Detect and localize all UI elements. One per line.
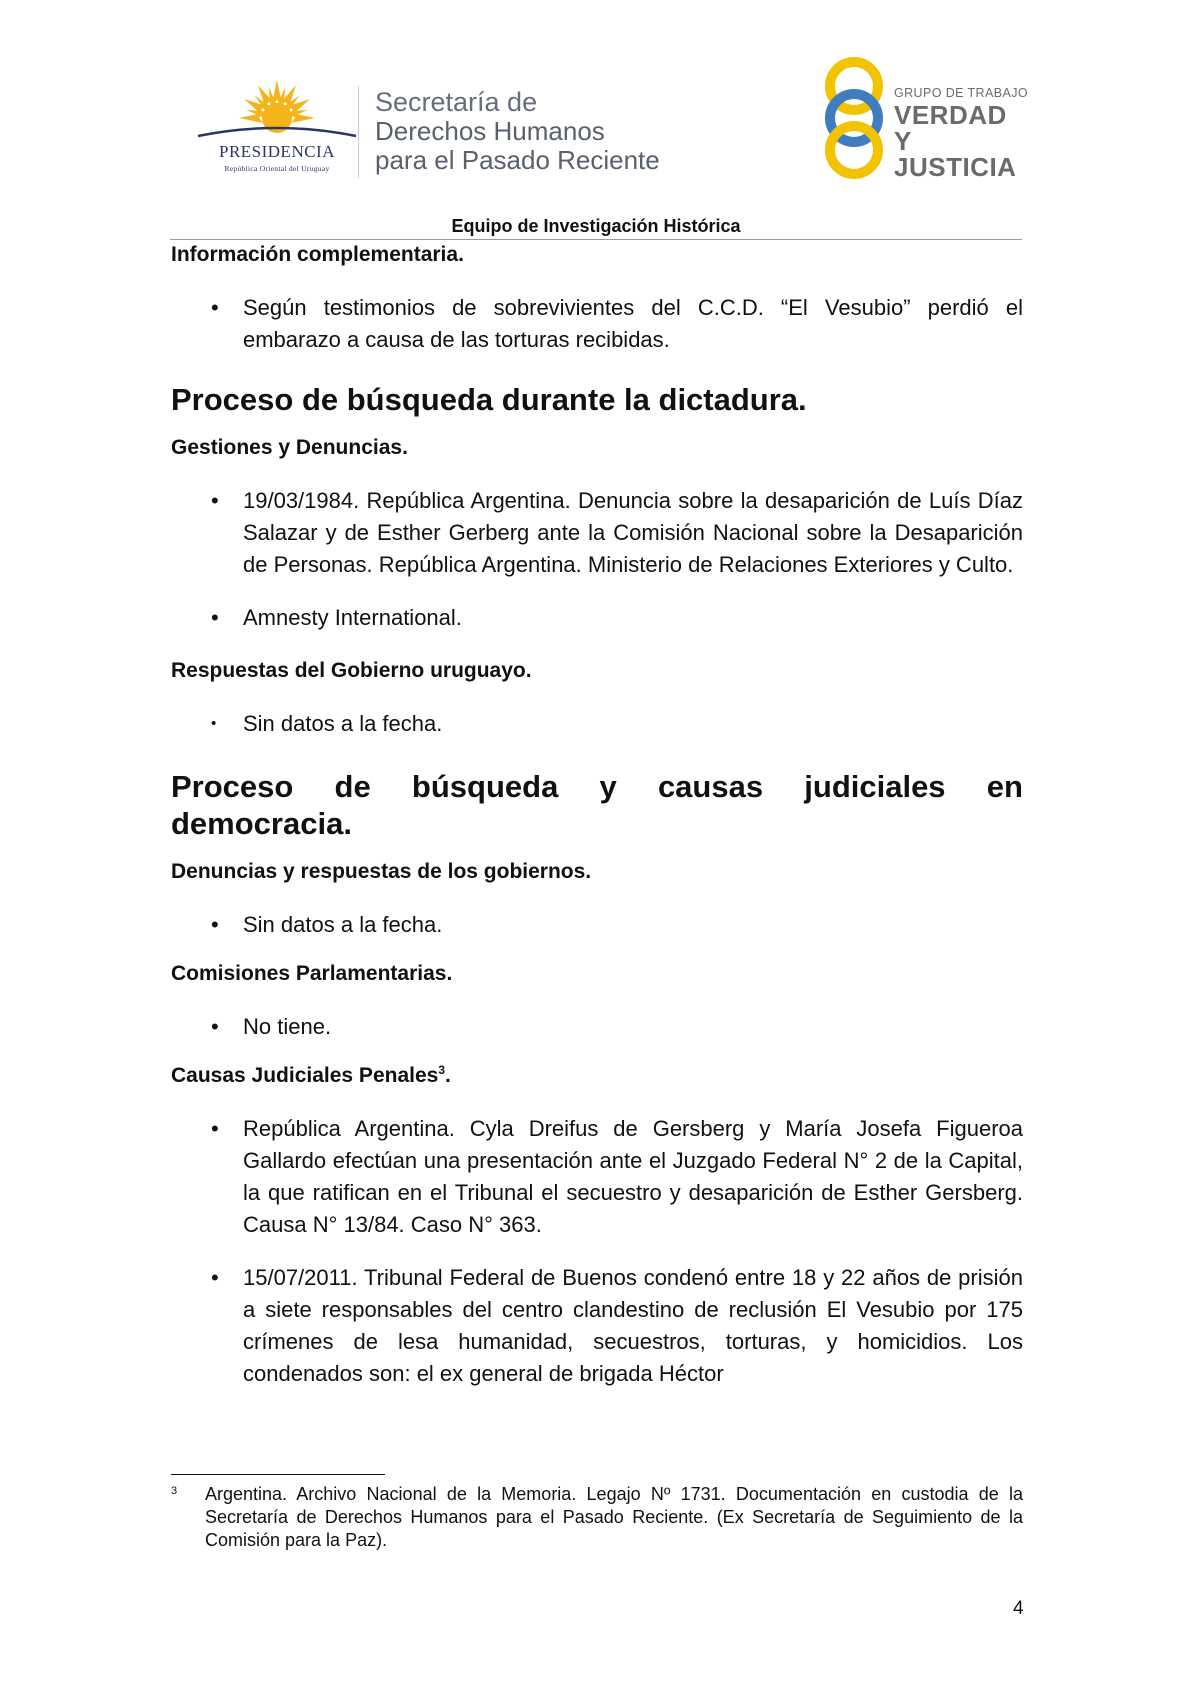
bullet-icon: •: [211, 912, 219, 937]
team-title: Equipo de Investigación Histórica: [451, 216, 741, 236]
logo-divider: [358, 86, 359, 178]
causas-list: [171, 1113, 1023, 1390]
footnote-rule: [171, 1474, 385, 1475]
causas-heading: [171, 1061, 1023, 1091]
list-item-text: 19/03/1984. República Argentina. Denuncia sobre la desaparición de Luís Díaz Salazar y de Esther Gerberg ante la Comisión Nacional sobre la Desaparición de Personas. República Argentina. Ministerio de Relaciones Exteriores y Culto.: [243, 488, 1023, 577]
vyj-line-2: JUSTICIA: [894, 152, 1017, 182]
page-number: 4: [1013, 1598, 1024, 1619]
list-item: [171, 909, 1023, 941]
respuestas-list: [171, 708, 1023, 740]
list-item-text: 15/07/2011. Tribunal Federal de Buenos condenó entre 18 y 22 años de prisión a siete responsables del centro clandestino de reclusión El Vesubio por 175 crímenes de lesa humanidad, secuestros, torturas, y homicidios. Los condenados son: el ex general de brigada Héctor: [243, 1265, 1023, 1386]
respuestas-heading: Respuestas del Gobierno uruguayo.: [171, 659, 532, 682]
denuncias-list: [171, 909, 1023, 941]
title-word: causas: [657, 769, 764, 804]
presidencia-logo-subtext: República Oriental del Uruguay: [224, 164, 330, 173]
list-item-text: Sin datos a la fecha.: [243, 711, 443, 736]
interlinked-rings-icon: [818, 56, 890, 180]
footnote-ref[interactable]: 3: [438, 1063, 446, 1077]
page-header: [0, 0, 1190, 250]
bullet-icon: •: [211, 1265, 219, 1290]
secretaria-logo: [375, 88, 660, 175]
list-item: [171, 292, 1023, 356]
list-item-text: Sin datos a la fecha.: [243, 912, 443, 937]
causas-heading-end: .: [445, 1064, 451, 1087]
info-heading: Información complementaria.: [171, 243, 464, 266]
comisiones-list: [171, 1011, 1023, 1043]
gestiones-list: [171, 485, 1023, 634]
comisiones-heading: Comisiones Parlamentarias.: [171, 962, 453, 985]
page-content: [171, 240, 1023, 1390]
title-word: búsqueda: [411, 769, 559, 804]
section-title-row: [171, 768, 1023, 805]
list-item: [171, 708, 1023, 740]
bullet-icon: •: [211, 605, 219, 630]
secretaria-line-1: Secretaría de: [375, 87, 538, 117]
title-word: en: [986, 769, 1023, 804]
causas-heading-text: Causas Judiciales Penales: [171, 1064, 439, 1087]
title-word: democracia.: [171, 806, 352, 841]
list-item: [171, 1113, 1023, 1241]
list-item-text: República Argentina. Cyla Dreifus de Gersberg y María Josefa Figueroa Gallardo efectúan una presentación ante el Juzgado Federal N° 2 de la Capital, la que ratifican en el Tribunal el secuestro y desaparición de Esther Gersberg. Causa N° 13/84. Caso N° 363.: [243, 1116, 1023, 1237]
title-word: y: [599, 769, 617, 804]
secretaria-line-3: para el Pasado Reciente: [375, 145, 660, 175]
gestiones-heading: Gestiones y Denuncias.: [171, 436, 408, 459]
vyj-small-text: GRUPO DE TRABAJO: [894, 86, 1028, 100]
bullet-icon: •: [211, 1116, 219, 1141]
vyj-title: [894, 102, 1028, 180]
secretaria-line-2: Derechos Humanos: [375, 116, 605, 146]
denuncias-heading: Denuncias y respuestas de los gobiernos.: [171, 860, 592, 883]
list-item: [171, 1011, 1023, 1043]
vyj-line-1: VERDAD Y: [894, 100, 1007, 156]
list-item: [171, 485, 1023, 581]
title-word: Proceso: [171, 769, 294, 804]
list-item-text: Según testimonios de sobrevivientes del C.C.D. “El Vesubio” perdió el embarazo a causa de las torturas recibidas.: [243, 295, 1023, 352]
title-word: judiciales: [804, 769, 946, 804]
presidencia-logo: [196, 76, 358, 186]
section-title-dictadura: Proceso de búsqueda durante la dictadura.: [171, 382, 807, 417]
list-item: [171, 1262, 1023, 1390]
list-item-text: Amnesty International.: [243, 605, 462, 630]
info-list: [171, 292, 1023, 356]
bullet-icon: •: [211, 488, 219, 513]
verdad-justicia-logo: [818, 56, 1028, 180]
sun-emblem-icon: [196, 76, 358, 142]
title-word: de: [334, 769, 371, 804]
footnote-text: Argentina. Archivo Nacional de la Memoria. Legajo Nº 1731. Documentación en custodia de la Secretaría de Derechos Humanos para el Pasado Reciente. (Ex Secretaría de Seguimiento de la Comisión para la Paz).: [205, 1484, 1023, 1550]
footnote: [171, 1483, 1023, 1552]
footnote-number: 3: [171, 1485, 178, 1497]
bullet-icon: •: [211, 1014, 219, 1039]
list-item-text: No tiene.: [243, 1014, 332, 1039]
bullet-icon: •: [211, 295, 219, 320]
presidencia-logo-text: PRESIDENCIA: [218, 142, 335, 161]
section-title-democracia: [171, 768, 1023, 842]
bullet-icon: •: [211, 715, 217, 732]
list-item: [171, 602, 1023, 634]
